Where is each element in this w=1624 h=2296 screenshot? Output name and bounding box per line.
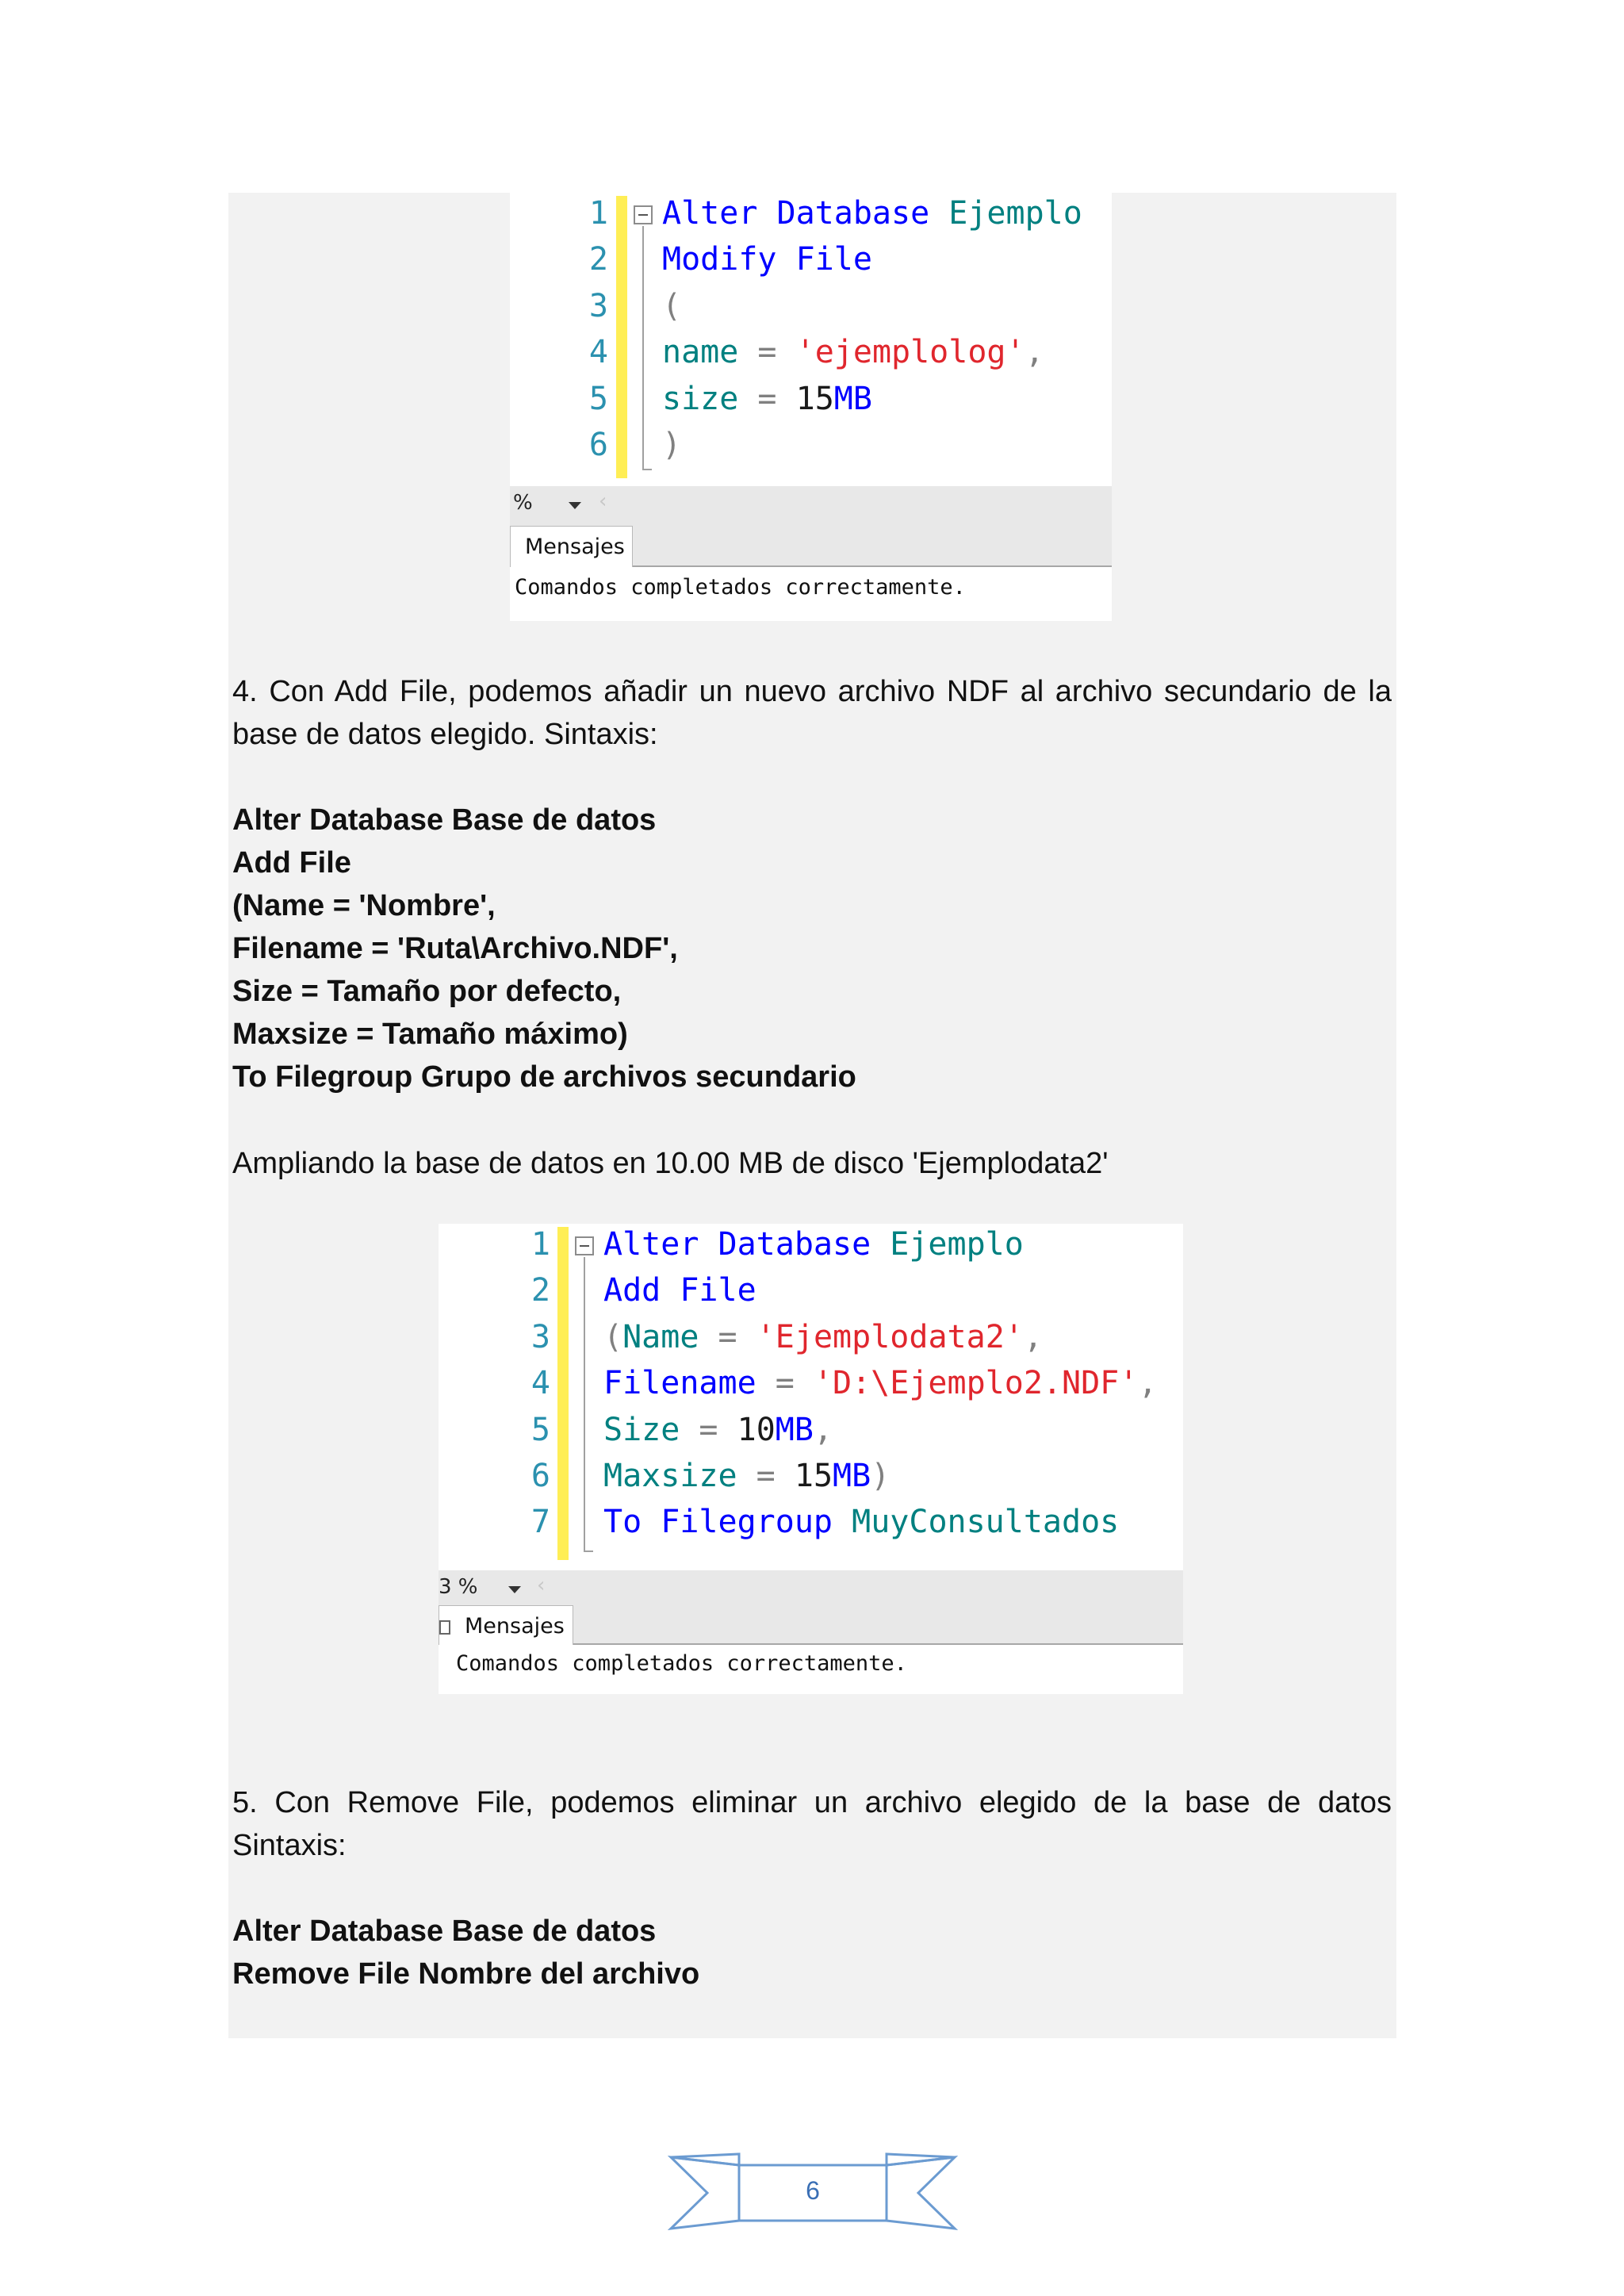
code-token: =	[699, 1411, 718, 1448]
line-number: 1	[530, 1226, 550, 1263]
line-number: 1	[588, 195, 608, 232]
code-token: Size	[603, 1411, 680, 1448]
tab-mensajes[interactable]	[510, 526, 633, 567]
page-footer	[666, 2149, 959, 2237]
code-token: Filename	[603, 1365, 756, 1402]
code-screenshot-modify-file	[510, 193, 1112, 621]
chevron-down-icon[interactable]	[508, 1586, 521, 1593]
code-line[interactable]	[452, 1407, 1183, 1453]
code-token: MuyConsultados	[852, 1504, 1120, 1541]
code-token	[833, 1504, 852, 1540]
line-number: 3	[530, 1318, 550, 1355]
code-text	[662, 283, 681, 329]
code-token: ,	[813, 1411, 833, 1448]
line-number: 4	[588, 334, 608, 371]
code-token	[738, 381, 757, 417]
code-token: Database	[718, 1226, 871, 1263]
message-text: Comandos completados correctamente.	[456, 1651, 907, 1676]
example-description: Ampliando la base de datos en 10.00 MB de disco 'Ejemplodata2'	[232, 1147, 1109, 1180]
code-token	[757, 195, 776, 232]
code-token: =	[757, 380, 777, 417]
code-line[interactable]	[452, 1314, 1183, 1360]
code-token: )	[871, 1458, 891, 1494]
code-line[interactable]	[452, 1221, 1183, 1267]
code-text	[662, 376, 872, 422]
query-editor	[452, 1224, 1183, 1570]
code-line[interactable]	[510, 190, 1112, 236]
scroll-left-icon[interactable]: ‹	[599, 489, 607, 513]
line-number: 2	[530, 1272, 550, 1309]
tab-label: Mensajes	[465, 1614, 565, 1639]
zoom-level[interactable]: %	[513, 491, 533, 515]
code-token	[737, 1458, 756, 1494]
code-token: Database	[776, 195, 930, 232]
code-screenshot-add-file	[439, 1224, 1183, 1694]
code-text	[603, 1267, 756, 1313]
page-number: 6	[806, 2176, 820, 2205]
line-number: 6	[588, 427, 608, 463]
code-token: Filegroup	[661, 1504, 833, 1541]
paragraph-add-file: 4. Con Add File, podemos añadir un nuevo archivo NDF al archivo secundario de la base de datos elegido. Sintaxis:	[232, 675, 1392, 751]
syntax-line: Maxsize = Tamaño máximo)	[232, 1018, 628, 1051]
code-line[interactable]	[510, 376, 1112, 422]
code-token	[776, 1458, 795, 1494]
chevron-down-icon[interactable]	[569, 502, 581, 509]
messages-icon	[439, 1620, 450, 1635]
code-text	[603, 1499, 1119, 1545]
syntax-line: Alter Database Base de datos	[232, 1915, 657, 1948]
code-token: =	[718, 1318, 737, 1355]
status-strip	[439, 1570, 1183, 1694]
code-text	[662, 190, 1082, 236]
code-text	[603, 1360, 1157, 1406]
code-token	[718, 1412, 737, 1448]
code-token: 15	[795, 380, 834, 417]
code-token: ,	[1023, 1318, 1043, 1355]
code-token: File	[680, 1272, 756, 1309]
line-number: 4	[530, 1365, 550, 1402]
code-token	[777, 381, 796, 417]
line-number: 7	[530, 1504, 550, 1541]
code-line[interactable]	[510, 283, 1112, 329]
code-token: MB	[833, 380, 872, 417]
code-token: =	[757, 334, 777, 371]
code-line[interactable]	[452, 1267, 1183, 1313]
code-text	[603, 1453, 890, 1499]
syntax-line: Filename = 'Ruta\Archivo.NDF',	[232, 932, 678, 965]
tab-label: Mensajes	[525, 535, 625, 559]
code-text	[603, 1407, 833, 1453]
code-token: Name	[622, 1318, 699, 1355]
line-number: 5	[530, 1411, 550, 1448]
code-token: MB	[833, 1458, 871, 1494]
outline-guide-end	[584, 1550, 593, 1552]
code-line[interactable]	[452, 1453, 1183, 1499]
code-token: Alter	[603, 1226, 699, 1263]
query-editor	[510, 193, 1112, 486]
code-token: =	[756, 1458, 776, 1494]
syntax-line: Add File	[232, 846, 351, 880]
code-line[interactable]	[510, 236, 1112, 282]
code-token: =	[775, 1365, 795, 1402]
code-token: Alter	[662, 195, 758, 232]
message-text: Comandos completados correctamente.	[515, 575, 966, 600]
status-strip	[510, 486, 1112, 621]
code-text	[603, 1314, 1043, 1360]
code-text	[662, 236, 872, 282]
code-token	[661, 1272, 680, 1309]
code-token	[929, 195, 948, 232]
paragraph-remove-file: 5. Con Remove File, podemos eliminar un archivo elegido de la base de datos Sintaxis:	[232, 1786, 1392, 1862]
line-number: 3	[588, 287, 608, 324]
code-token: To	[603, 1504, 642, 1541]
outline-guide-end	[642, 469, 652, 470]
code-line[interactable]	[452, 1360, 1183, 1406]
code-token: size	[662, 380, 739, 417]
zoom-level[interactable]: 3 %	[439, 1575, 478, 1599]
code-token	[699, 1226, 718, 1263]
code-token: Ejemplo	[890, 1226, 1024, 1263]
tab-mensajes[interactable]	[439, 1605, 573, 1645]
code-text	[662, 422, 681, 468]
syntax-line: To Filegroup Grupo de archivos secundario	[232, 1060, 856, 1094]
code-token	[642, 1504, 661, 1540]
code-token	[871, 1226, 890, 1263]
code-token: 15	[794, 1458, 833, 1494]
code-text	[662, 329, 1044, 375]
code-token: (	[603, 1318, 623, 1355]
code-token: File	[795, 241, 872, 278]
code-token: Ejemplo	[948, 195, 1082, 232]
code-token: 10	[737, 1411, 776, 1448]
code-token: name	[662, 334, 739, 371]
code-token: ,	[1025, 334, 1044, 371]
code-token: 'Ejemplodata2'	[756, 1318, 1024, 1355]
code-token: MB	[775, 1411, 814, 1448]
code-line[interactable]	[510, 422, 1112, 468]
code-token	[795, 1365, 814, 1401]
scroll-left-icon[interactable]: ‹	[537, 1573, 546, 1597]
code-token	[756, 1365, 776, 1401]
messages-pane	[439, 1645, 1183, 1694]
code-token: Maxsize	[603, 1458, 737, 1494]
code-token: ,	[1138, 1365, 1158, 1402]
code-line[interactable]	[452, 1499, 1183, 1545]
syntax-line: Size = Tamaño por defecto,	[232, 975, 622, 1008]
code-token	[680, 1412, 699, 1448]
line-number: 2	[588, 241, 608, 278]
code-token: 'ejemplolog'	[795, 334, 1025, 371]
code-token: Add	[603, 1272, 661, 1309]
code-token: Modify	[662, 241, 777, 278]
line-number: 5	[588, 380, 608, 417]
code-token: (	[662, 287, 682, 324]
code-line[interactable]	[510, 329, 1112, 375]
line-number: 6	[530, 1458, 550, 1494]
code-token	[738, 334, 757, 370]
code-token: 'D:\Ejemplo2.NDF'	[813, 1365, 1139, 1402]
code-token	[777, 334, 796, 370]
code-text	[603, 1221, 1024, 1267]
syntax-line: (Name = 'Nombre',	[232, 889, 496, 922]
code-token: )	[662, 427, 682, 463]
syntax-line: Alter Database Base de datos	[232, 803, 657, 837]
code-token	[699, 1319, 718, 1355]
code-token	[777, 241, 796, 278]
code-token	[737, 1319, 756, 1355]
messages-pane	[510, 567, 1112, 621]
syntax-line: Remove File Nombre del archivo	[232, 1957, 700, 1991]
